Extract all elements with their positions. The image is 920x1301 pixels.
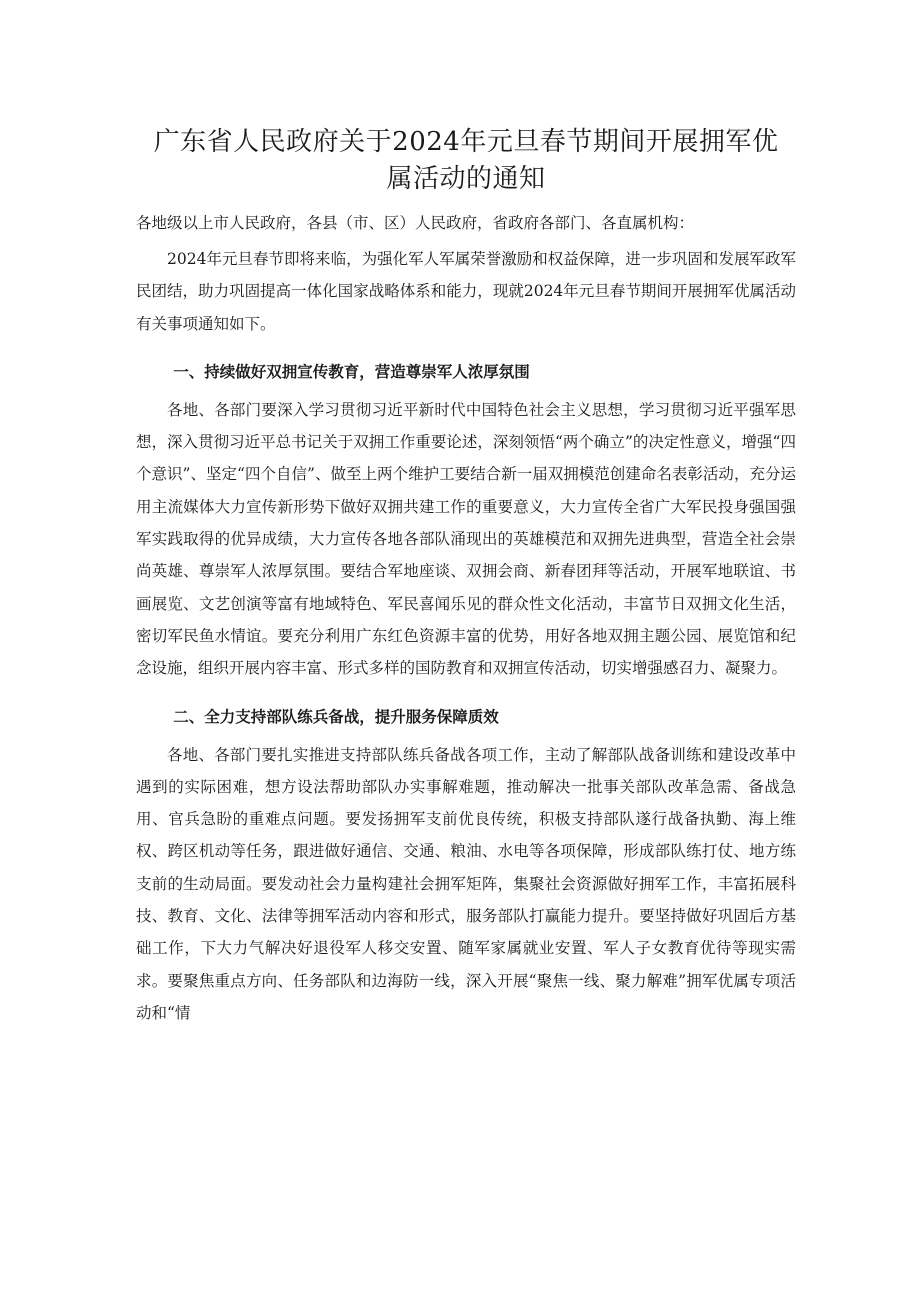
document-title: 广东省人民政府关于2024年元旦春节期间开展拥军优属活动的通知 — [153, 127, 779, 194]
section-body: 各地、各部门要深入学习贯彻习近平新时代中国特色社会主义思想，学习贯彻习近平强军思想，深入贯彻习近平总书记关于双拥工作重要论述，深刻领悟“两个确立”的决定性意义，增强“四个意识”、坚定“四个自信”、做至上两个维护工要结合新一届双拥模范创建命名表彰活动，充分运用主流媒体大力宣传新形势下做好双拥共建工作的重要意义，大力宣传全省广大军民投身强国强军实践取得的优异成绩，大力宣传各地各部队涌现出的英雄模范和双拥先进典型，营造全社会崇尚英雄、尊崇军人浓厚氛围。要结合军地座谈、双拥会商、新春团拜等活动，开展军地联谊、书画展览、文艺创演等富有地域特色、军民喜闻乐见的群众性文化活动，丰富节日双拥文化生活，密切军民鱼水情谊。要充分利用广东红色资源丰富的优势，用好各地双拥主题公园、展览馆和纪念设施，组织开展内容丰富、形式多样的国防教育和双拥宣传活动，切实增强感召力、凝聚力。 — [136, 400, 796, 678]
section-2 — [136, 699, 796, 1030]
salutation: 各地级以上市人民政府，各县（市、区）人民政府，省政府各部门、各直属机构： — [136, 214, 695, 232]
document-page — [136, 124, 796, 1029]
section-body: 各地、各部门要扎实推进支持部队练兵备战各项工作，主动了解部队战备训练和建设改革中遇到的实际困难，想方设法帮助部队办实事解难题，推动解决一批事关部队改革急需、备战急用、官兵急盼的重难点问题。要发扬拥军支前优良传统，积极支持部队遂行战备执勤、海上维权、跨区机动等任务，跟进做好通信、交通、粮油、水电等各项保障，形成部队练打仗、地方练支前的生动局面。要发动社会力量构建社会拥军矩阵，集聚社会资源做好拥军工作，丰富拓展科技、教育、文化、法律等拥军活动内容和形式，服务部队打赢能力提升。要坚持做好巩固后方基础工作，下大力气解决好退役军人移交安置、随军家属就业安置、军人子女教育优待等现实需求。要聚焦重点方向、任务部队和边海防一线，深入开展“聚焦一线、聚力解难”拥军优属专项活动和“情 — [136, 745, 796, 1022]
section-1 — [136, 354, 796, 685]
section-heading: 二、全力支持部队练兵备战，提升服务保障质效 — [173, 706, 499, 726]
section-heading: 一、持续做好双拥宣传教育，营造尊崇军人浓厚氛围 — [173, 361, 530, 381]
intro-paragraph: 2024年元旦春节即将来临，为强化军人军属荣誉激励和权益保障，进一步巩固和发展军政军民团结，助力巩固提高一体化国家战略体系和能力，现就2024年元旦春节期间开展拥军优属活动有关事项通知如下。 — [136, 250, 796, 333]
